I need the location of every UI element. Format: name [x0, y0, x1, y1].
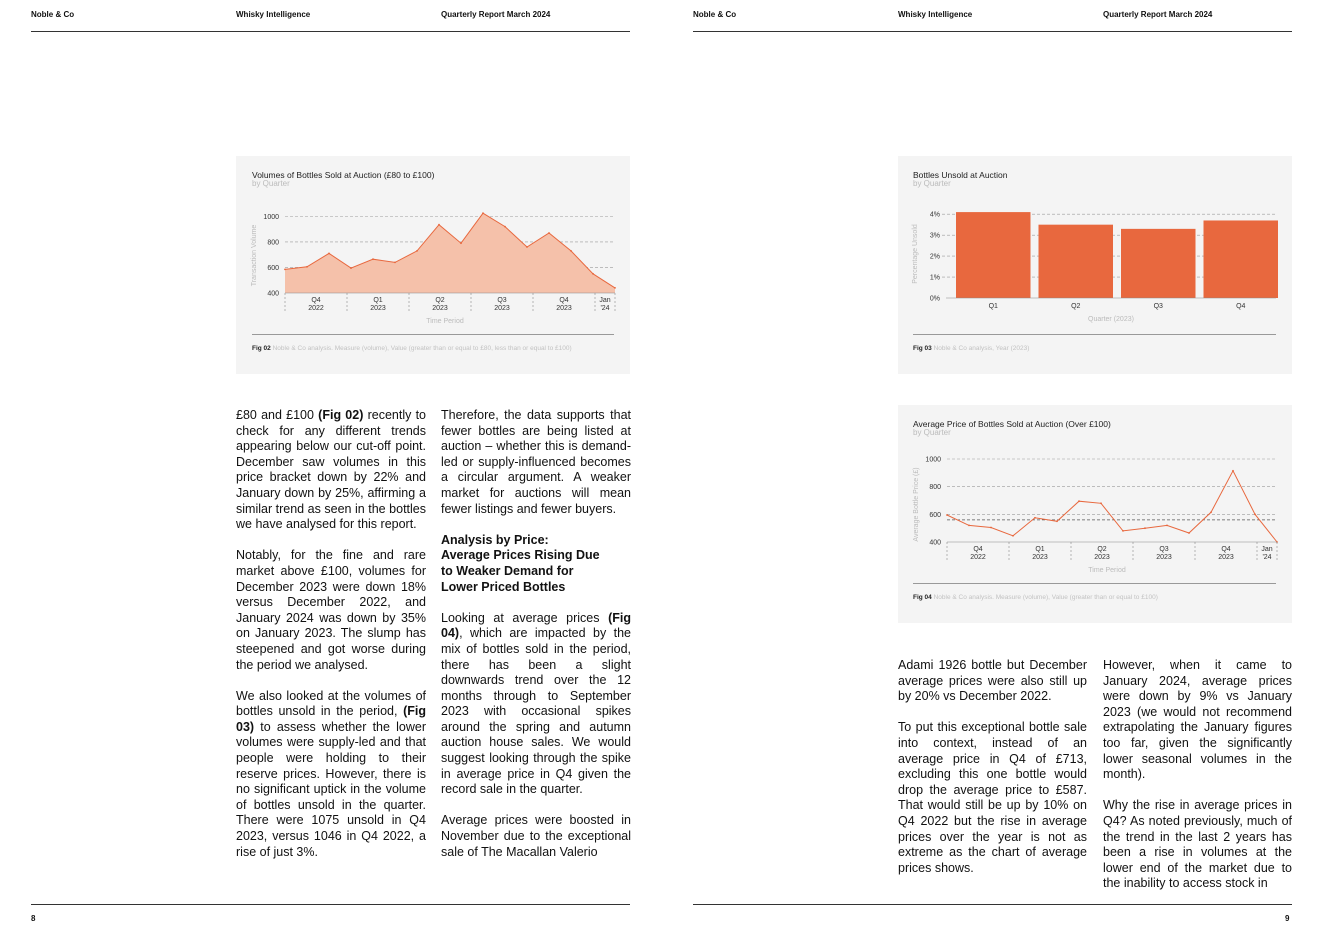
col2-section-heading [441, 533, 631, 595]
data-point [1232, 470, 1234, 472]
fig03-chart [898, 156, 1292, 374]
data-point [1078, 500, 1080, 502]
data-point [570, 250, 572, 252]
data-point [946, 514, 948, 516]
y-tick-label: 1000 [263, 213, 279, 221]
x-tick-label: Q3 [497, 297, 507, 304]
col4-paragraph-2: Why the rise in average prices in Q4? As noted previously, much of the trend in the last 2 years has been a rise in volumes at the lower end of the market due to the inability to access stock in [1103, 798, 1292, 891]
fig04-label: Fig 04 [913, 594, 932, 601]
header-brand-right: Noble & Co [693, 10, 737, 19]
fig02-source-text: Noble & Co analysis. Measure (volume), Value (greater than or equal to £80, less than or equal to £100) [272, 345, 572, 352]
y-axis-title: Average Bottle Price (£) [913, 467, 920, 542]
col1-paragraph-3: We also looked at the volumes of bottles unsold in the period, (Fig 03) to assess whether the lower volumes were supply-led and that people were holding to their reserve prices. However, there is no significant uptick in the volume of bottles unsold in the quarter. There were 1075 unsold in Q4 2023, versus 1046 in Q4 2022, a rise of just 3%. [236, 688, 426, 859]
data-point [1210, 511, 1212, 513]
fig02-source-rule [252, 334, 614, 335]
header-title-left: Whisky Intelligence [236, 10, 311, 19]
figure-reference: (Fig 04) [441, 610, 631, 641]
x-tick-label: Q3 [1153, 303, 1163, 310]
header-brand-left: Noble & Co [31, 10, 75, 19]
x-tick-year: 2022 [308, 305, 324, 312]
col4-paragraph-1: However, when it came to January 2024, average prices were down by 9% vs January 2023 (we would not recommend extrapolating the January figures too far, given the significantly lower seasonal volumes in the month). [1103, 658, 1292, 782]
heading-line-2: Average Prices Rising Due [441, 548, 600, 563]
y-tick-label: 600 [267, 264, 279, 272]
y-tick-label: 2% [929, 253, 940, 261]
heading-line-4: Lower Priced Bottles [441, 579, 566, 594]
data-point [416, 250, 418, 252]
y-tick-label: 800 [929, 484, 941, 492]
fig03-source-text: Noble & Co analysis, Year (2023) [933, 345, 1030, 352]
y-tick-label: 4% [929, 211, 940, 219]
x-tick-label: Jan [1261, 546, 1273, 553]
header-report-right: Quarterly Report March 2024 [1103, 10, 1213, 19]
x-tick-label: Q2 [435, 297, 445, 304]
data-point [1122, 530, 1124, 532]
fig04-source [913, 594, 1158, 601]
figure-reference: (Fig 02) [318, 408, 364, 422]
fig04-title: Average Price of Bottles Sold at Auction (Over £100) [913, 419, 1111, 429]
x-tick-label: Q2 [1071, 303, 1081, 310]
fig03-title: Bottles Unsold at Auction [913, 170, 1008, 180]
fig04-source-rule [913, 583, 1276, 584]
footer-rule-left [31, 904, 630, 905]
data-point [284, 269, 286, 271]
x-tick-label: Q4 [1236, 303, 1246, 310]
data-point [526, 246, 528, 248]
x-tick-year: 2022 [970, 554, 986, 561]
body-column-2 [441, 408, 631, 876]
col3-paragraph-2: To put this exceptional bottle sale into context, instead of an average price in Q4 of £713, excluding this one bottle would drop the average price to £587. That would still be up by 10% on Q4 2022 but the rise in average prices over the year is not as extreme as the chart of average prices shows. [898, 720, 1087, 875]
data-point [1056, 520, 1058, 522]
data-point [306, 266, 308, 268]
bar-q2 [1039, 225, 1114, 298]
fig03-panel [898, 156, 1292, 374]
col1-paragraph-2: Notably, for the fine and rare market above £100, volumes for December 2023 were down 18% versus December 2022, and January 2024 was down by 35% on January 2023. The slump has steepened and got worse during the period we analysed. [236, 548, 426, 672]
y-tick-label: 1000 [925, 456, 941, 464]
x-tick-year: 2023 [370, 305, 386, 312]
x-axis-title: Time Period [1088, 567, 1126, 574]
data-point [1254, 513, 1256, 515]
y-tick-label: 400 [929, 539, 941, 547]
data-point [1188, 532, 1190, 534]
y-tick-label: 1% [929, 274, 940, 282]
y-tick-label: 800 [267, 239, 279, 247]
fig02-source [252, 345, 572, 352]
data-point [1100, 502, 1102, 504]
y-axis-title: Transaction Volume [251, 224, 258, 287]
data-point [548, 232, 550, 234]
data-point [350, 267, 352, 269]
area-fill [285, 213, 615, 293]
data-point [968, 525, 970, 527]
x-tick-year: '24 [1262, 554, 1272, 561]
x-tick-year: 2023 [1094, 554, 1110, 561]
col1-paragraph-1: £80 and £100 (Fig 02) recently to check for any different trends appearing below our cut-off point. December saw volumes in this price bracket down by 22% and January down by 25%, affirming a similar trend as seen in the bottles we have analysed for this report. [236, 408, 426, 532]
col2-paragraph-1: Therefore, the data supports that fewer bottles are being listed at auction – whether this is demand-led or supply-influenced becomes a circular argument. A weaker market for auctions will mean fewer listings and fewer buyers. [441, 408, 631, 516]
header-title-right: Whisky Intelligence [898, 10, 973, 19]
x-tick-label: Jan [599, 297, 611, 304]
fig03-subtitle: by Quarter [913, 179, 951, 188]
x-tick-year: 2023 [1156, 554, 1172, 561]
data-point [438, 224, 440, 226]
series-line [947, 471, 1277, 542]
bar-q3 [1121, 229, 1196, 298]
x-tick-year: 2023 [1032, 554, 1048, 561]
x-tick-label: Q4 [311, 297, 321, 304]
fig02-chart [236, 156, 630, 374]
x-tick-label: Q4 [559, 297, 569, 304]
footer-rule-right [693, 904, 1292, 905]
x-tick-year: 2023 [432, 305, 448, 312]
x-tick-label: Q3 [1159, 546, 1169, 553]
heading-line-1: Analysis by Price: [441, 532, 549, 547]
data-point [990, 527, 992, 529]
header-report-left: Quarterly Report March 2024 [441, 10, 551, 19]
figure-reference: (Fig 03) [236, 704, 426, 734]
x-tick-year: 2023 [494, 305, 510, 312]
fig03-source-rule [913, 334, 1276, 335]
data-point [614, 287, 616, 289]
data-point [1012, 535, 1014, 537]
x-tick-year: 2023 [1218, 554, 1234, 561]
body-column-4 [1103, 658, 1292, 908]
bar-q1 [956, 212, 1031, 298]
x-tick-label: Q2 [1097, 546, 1107, 553]
data-point [460, 242, 462, 244]
page-number-left: 8 [31, 914, 36, 923]
fig03-label: Fig 03 [913, 345, 932, 352]
col3-paragraph-1: Adami 1926 bottle but December average prices were also still up by 20% vs December 2022. [898, 658, 1087, 704]
col2-paragraph-2: Looking at average prices (Fig 04), which are impacted by the mix of bottles sold in the period, there has been a slight downwards trend over the 12 months through to September 2023 with occasional spikes around the spring and autumn auction house sales. We would suggest looking through the spike in average price in Q4 given the record sale in the quarter. [441, 610, 631, 797]
data-point [504, 226, 506, 228]
y-tick-label: 600 [929, 511, 941, 519]
fig02-title: Volumes of Bottles Sold at Auction (£80 to £100) [252, 170, 435, 180]
data-point [394, 262, 396, 264]
x-tick-label: Q1 [373, 297, 383, 304]
page-number-right: 9 [1285, 914, 1290, 923]
x-tick-year: 2023 [556, 305, 572, 312]
x-axis-title: Quarter (2023) [1088, 316, 1134, 323]
data-point [592, 273, 594, 275]
x-tick-year: '24 [600, 305, 610, 312]
fig02-panel [236, 156, 630, 374]
heading-line-3: to Weaker Demand for [441, 563, 574, 578]
col2-paragraph-3: Average prices were boosted in November due to the exceptional sale of The Macallan Valerio [441, 813, 631, 859]
y-tick-label: 0% [929, 295, 940, 303]
fig04-panel [898, 405, 1292, 623]
data-point [328, 253, 330, 255]
x-tick-label: Q4 [1221, 546, 1231, 553]
body-column-1 [236, 408, 426, 876]
data-point [1034, 517, 1036, 519]
fig04-chart [898, 405, 1292, 623]
y-tick-label: 400 [267, 290, 279, 298]
data-point [482, 212, 484, 214]
data-point [372, 258, 374, 260]
x-tick-label: Q4 [973, 546, 983, 553]
fig02-label: Fig 02 [252, 345, 271, 352]
fig03-source [913, 345, 1029, 352]
x-axis-title: Time Period [426, 318, 464, 325]
data-point [1166, 525, 1168, 527]
body-column-3 [898, 658, 1087, 892]
y-tick-label: 3% [929, 232, 940, 240]
bar-q4 [1204, 220, 1279, 298]
fig02-subtitle: by Quarter [252, 179, 290, 188]
header-rule-right [693, 31, 1292, 32]
y-axis-title: Percentage Unsold [912, 224, 919, 284]
x-tick-label: Q1 [1035, 546, 1045, 553]
fig04-source-text: Noble & Co analysis. Measure (volume), Value (greater than or equal to £100) [933, 594, 1158, 601]
fig04-subtitle: by Quarter [913, 428, 951, 437]
header-rule-left [31, 31, 630, 32]
x-tick-label: Q1 [988, 303, 998, 310]
data-point [1144, 527, 1146, 529]
